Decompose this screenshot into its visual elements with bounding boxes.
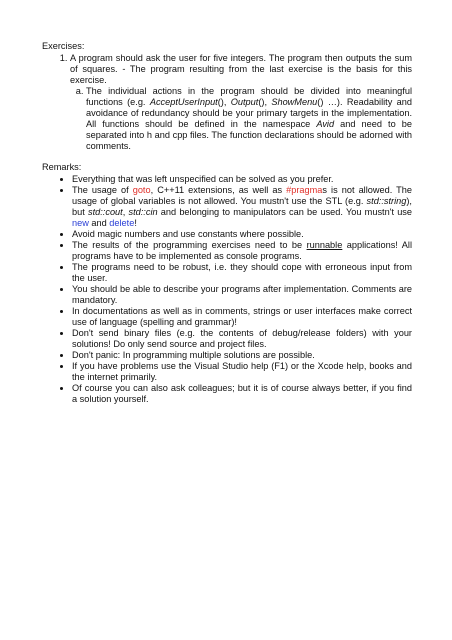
text-run: , C++11 extensions, as well as — [150, 185, 287, 195]
remark-item — [72, 328, 412, 350]
keyword-pragma: #pragma — [286, 185, 323, 195]
remark-item — [72, 383, 412, 405]
exercise-list — [42, 53, 412, 152]
code-cin: std::cin — [128, 207, 158, 217]
remark-text: Don't send binary files (e.g. the contents of debug/release folders) with your solutions! Do only send source and project files. — [72, 328, 412, 349]
underlined-runnable: runnable — [306, 240, 343, 250]
remark-text: You should be able to describe your programs after implementation. Comments are mandatory. — [72, 284, 412, 305]
exercise-text: A program should ask the user for five integers. The program then outputs the sum of squares. - The program resulting from the last exercise is the basis for this exercise. — [70, 53, 412, 85]
function-name: AcceptUserInput — [149, 97, 218, 107]
exercises-heading: Exercises: — [42, 41, 85, 51]
remark-text: Of course you can also ask colleagues; but it is of course always better, if you find a solution yourself. — [72, 383, 412, 404]
keyword-delete: delete — [109, 218, 135, 228]
remark-item — [72, 306, 412, 328]
remark-item — [72, 361, 412, 383]
function-name: ShowMenu — [271, 97, 318, 107]
remarks-list — [42, 174, 412, 405]
text-run: The usage of — [72, 185, 133, 195]
text-run: (), — [258, 97, 272, 107]
namespace-name: Avid — [316, 119, 335, 129]
text-run: (), — [217, 97, 231, 107]
remark-text: Avoid magic numbers and use constants where possible. — [72, 229, 304, 239]
text-run: () …). Readability and avoidance of redundancy should be your primary targets in the implementation. All functions should be defined in the namespace — [86, 97, 412, 129]
text-run: ! — [134, 218, 137, 228]
text-run: The results of the programming exercises need to be — [72, 240, 307, 250]
text-run: ), but — [72, 196, 412, 217]
code-cout: std::cout — [87, 207, 123, 217]
text-run: applications! All programs have to be implemented as console programs. — [72, 240, 412, 261]
text-run: and — [88, 218, 110, 228]
remark-text: In documentations as well as in comments, strings or user interfaces make correct use of language (spelling and grammar)! — [72, 306, 412, 327]
remark-item — [72, 185, 412, 229]
remark-item — [72, 240, 412, 262]
remarks-heading: Remarks: — [42, 162, 82, 172]
text-run: , — [122, 207, 129, 217]
text-run: and need to be separated into h and cpp files. The function declarations should be adorned with comments. — [86, 119, 412, 151]
sub-task-item — [86, 86, 412, 152]
code-string: std::string — [366, 196, 407, 206]
remark-item — [72, 174, 412, 185]
remark-text: Everything that was left unspecified can be solved as you prefer. — [72, 174, 334, 184]
keyword-new: new — [72, 218, 89, 228]
remark-text: The programs need to be robust, i.e. they should cope with erroneous input from the user. — [72, 262, 412, 283]
keyword-goto: goto — [132, 185, 151, 195]
function-name: Output — [230, 97, 259, 107]
remark-item — [72, 350, 412, 361]
text-run: and belonging to manipulators can be used. You mustn't use — [157, 207, 413, 217]
remark-item — [72, 262, 412, 284]
text-run: s is not allowed. The usage of global variables is not allowed. You mustn't use the STL (e.g. — [72, 185, 412, 206]
remark-item — [72, 284, 412, 306]
remark-text: Don't panic: In programming multiple solutions are possible. — [72, 350, 315, 360]
text-run: The individual actions in the program should be divided into meaningful functions (e.g. — [86, 86, 412, 107]
sub-task-list — [70, 86, 412, 152]
exercise-item — [70, 53, 412, 152]
remark-text: If you have problems use the Visual Studio help (F1) or the Xcode help, books and the internet primarily. — [72, 361, 412, 382]
remark-item — [72, 229, 412, 240]
